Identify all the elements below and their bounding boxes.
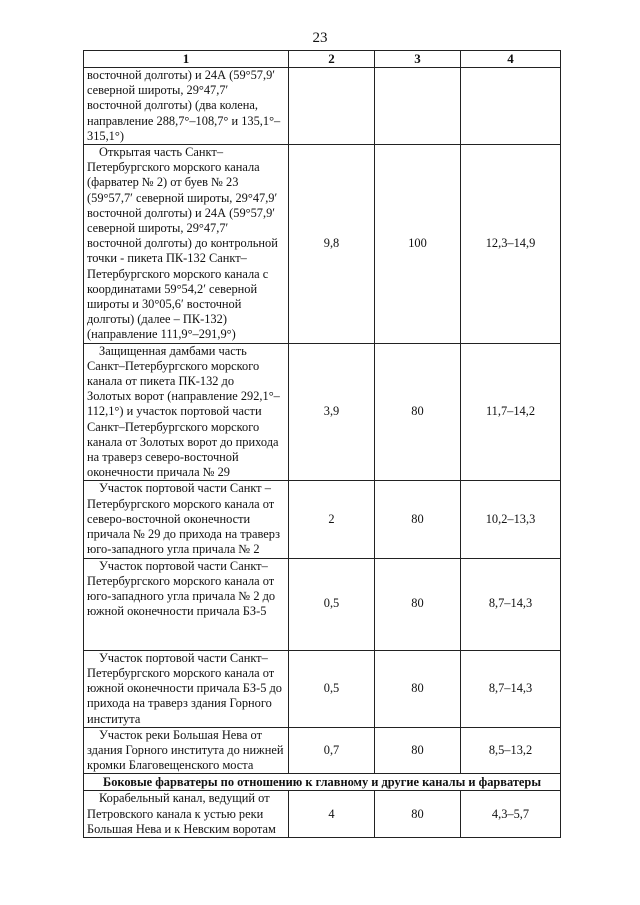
description-line: Петербургского морского канала <box>87 160 260 175</box>
description-line: Петербургского морского канала от <box>87 665 275 680</box>
column-header-2: 2 <box>289 51 375 68</box>
fairway-table <box>83 50 561 838</box>
description-line: прихода на траверз здания Горного <box>87 696 272 711</box>
description-line: института <box>87 711 141 726</box>
description-line: Корабельный канал, ведущий от <box>99 791 270 806</box>
description-line: широты и 30°05,6′ восточной <box>87 297 242 312</box>
description-line: Большая Нева и к Невским воротам <box>87 821 276 836</box>
width-value <box>375 68 461 145</box>
description-line: на траверз северо-восточной <box>87 450 239 465</box>
description-line: Защищенная дамбами часть <box>99 343 247 358</box>
description-line: северной широты, 29°47,7′ <box>87 221 229 236</box>
description-line: Участок реки Большая Нева от <box>99 727 263 742</box>
width-value: 80 <box>375 558 461 650</box>
description-line: Петербургского морского канала от <box>87 573 275 588</box>
depth-value: 11,7–14,2 <box>461 343 561 481</box>
description-line: канала от Золотых ворот до прихода <box>87 434 279 449</box>
description-line: канала от пикета ПК-132 до <box>87 374 235 389</box>
table-row <box>84 727 561 774</box>
page-number: 23 <box>312 30 328 46</box>
route-description <box>84 68 289 145</box>
length-value: 0,5 <box>289 650 375 727</box>
route-description <box>84 650 289 727</box>
length-value: 2 <box>289 481 375 558</box>
description-line: Участок портовой части Санкт – <box>99 481 271 496</box>
description-line: Участок портовой части Санкт– <box>99 650 268 665</box>
depth-value: 10,2–13,3 <box>461 481 561 558</box>
depth-value: 8,5–13,2 <box>461 727 561 774</box>
table-row <box>84 343 561 481</box>
description-line: Петербургского морского канала с <box>87 266 269 281</box>
description-line: здания Горного института до нижней <box>87 742 284 757</box>
description-line: северной широты, 29°47,7′ <box>87 83 229 98</box>
column-header-1: 1 <box>84 51 289 68</box>
depth-value <box>461 68 561 145</box>
table-body <box>84 68 561 838</box>
description-line: (фарватер № 2) от буев № 23 <box>87 175 239 190</box>
route-description <box>84 145 289 344</box>
description-line: 315,1°) <box>87 128 124 143</box>
width-value: 80 <box>375 343 461 481</box>
table-row <box>84 650 561 727</box>
width-value: 80 <box>375 727 461 774</box>
description-line: Золотых ворот (направление 292,1°– <box>87 389 280 404</box>
description-line: Петровского канала к устью реки <box>87 806 264 821</box>
table-row <box>84 145 561 344</box>
table-header-row <box>84 51 561 68</box>
width-value: 80 <box>375 791 461 838</box>
depth-value: 8,7–14,3 <box>461 650 561 727</box>
column-header-4: 4 <box>461 51 561 68</box>
description-line: точки - пикета ПК-132 Санкт– <box>87 251 247 266</box>
description-line: восточной долготы) до контрольной <box>87 236 278 251</box>
length-value: 3,9 <box>289 343 375 481</box>
description-line: юго-западного угла причала № 2 до <box>87 588 276 603</box>
route-description <box>84 343 289 481</box>
table-row <box>84 481 561 558</box>
description-line: северо-восточной оконечности <box>87 511 251 526</box>
width-value: 100 <box>375 145 461 344</box>
description-line: (направление 111,9°–291,9°) <box>87 327 236 342</box>
description-line: (59°57,7′ северной широты, 29°47,9′ <box>87 190 278 205</box>
length-value: 0,5 <box>289 558 375 650</box>
description-line: Санкт–Петербургского морского <box>87 358 260 373</box>
route-description <box>84 481 289 558</box>
description-line: Участок портовой части Санкт– <box>99 558 268 573</box>
description-line: юго-западного угла причала № 2 <box>87 542 260 557</box>
route-description <box>84 791 289 838</box>
description-line: Санкт–Петербургского морского <box>87 419 260 434</box>
description-line: координатами 59°54,2′ северной <box>87 281 258 296</box>
description-line: восточной долготы) и 24А (59°57,9′ <box>87 205 276 220</box>
table-row <box>84 558 561 650</box>
description-line: причала № 29 до прихода на траверз <box>87 527 281 542</box>
description-line: кромки Благовещенского моста <box>87 758 254 773</box>
route-description <box>84 727 289 774</box>
depth-value: 4,3–5,7 <box>461 791 561 838</box>
description-line: восточной долготы) (два колена, <box>87 98 259 113</box>
length-value <box>289 68 375 145</box>
section-heading: Боковые фарватеры по отношению к главному и другие каналы и фарватеры <box>84 774 561 791</box>
table-row <box>84 68 561 145</box>
description-line <box>87 619 285 634</box>
description-line: южной оконечности причала БЗ-5 <box>87 604 267 619</box>
width-value: 80 <box>375 481 461 558</box>
column-header-3: 3 <box>375 51 461 68</box>
description-line: южной оконечности причала БЗ-5 до <box>87 681 282 696</box>
route-description <box>84 558 289 650</box>
table-row <box>84 791 561 838</box>
section-heading-row <box>84 774 561 791</box>
description-line: оконечности причала № 29 <box>87 465 231 480</box>
depth-value: 8,7–14,3 <box>461 558 561 650</box>
description-line: долготы) (далее – ПК-132) <box>87 312 227 327</box>
description-line: Открытая часть Санкт– <box>99 145 224 160</box>
description-line: направление 288,7°–108,7° и 135,1°– <box>87 113 281 128</box>
depth-value: 12,3–14,9 <box>461 145 561 344</box>
description-line: 112,1°) и участок портовой части <box>87 404 262 419</box>
description-line: Петербургского морского канала от <box>87 496 275 511</box>
description-line <box>87 635 285 650</box>
length-value: 9,8 <box>289 145 375 344</box>
length-value: 4 <box>289 791 375 838</box>
width-value: 80 <box>375 650 461 727</box>
description-line: восточной долготы) и 24А (59°57,9′ <box>87 68 276 82</box>
length-value: 0,7 <box>289 727 375 774</box>
